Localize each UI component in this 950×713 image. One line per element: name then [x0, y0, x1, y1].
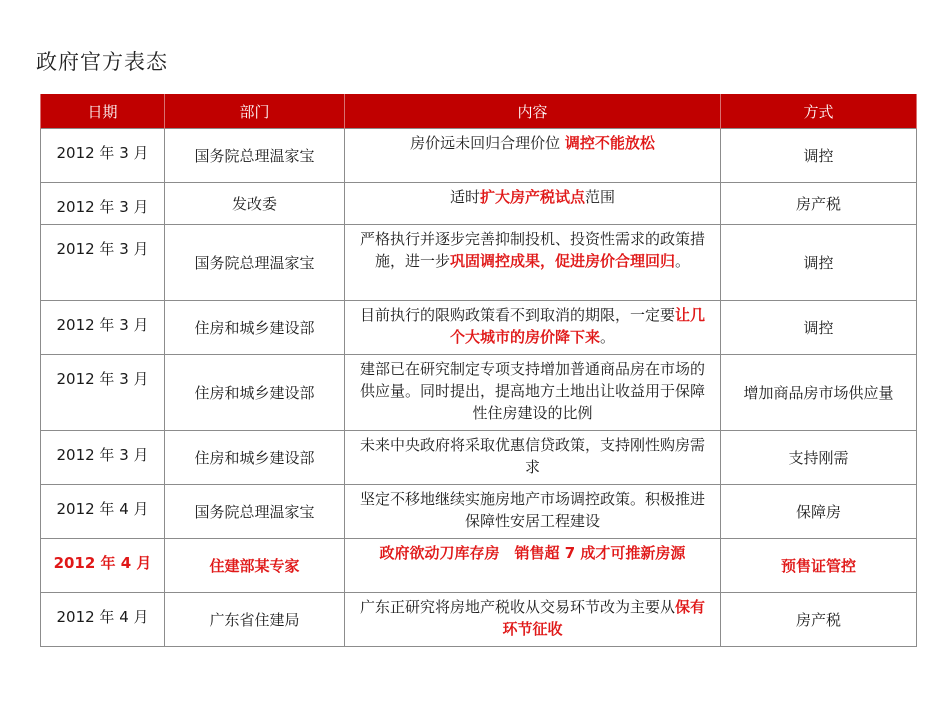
- cell-date: 2012 年 3 月: [41, 431, 165, 485]
- cell-method: 调控: [721, 129, 917, 183]
- column-header-date: 日期: [41, 94, 165, 129]
- content-text: 建部已在研究制定专项支持增加普通商品房在市场的供应量。同时提出，提高地方土地出让收益用于保障性住房建设的比例: [359, 360, 705, 422]
- cell-date: 2012 年 3 月: [41, 355, 165, 431]
- cell-date: 2012 年 3 月: [41, 183, 165, 225]
- cell-date: 2012 年 4 月: [41, 593, 165, 647]
- content-text: 严格执行并逐步完善抑制投机、投资性需求的政策措施，进一步: [359, 230, 705, 270]
- cell-date: 2012 年 3 月: [41, 129, 165, 183]
- cell-content: [345, 539, 721, 593]
- cell-dept: 国务院总理温家宝: [165, 225, 345, 301]
- table-body: [41, 129, 917, 647]
- page-title: 政府官方表态: [36, 50, 168, 74]
- cell-content: [345, 431, 721, 485]
- content-highlight: 调控不能放松: [564, 134, 655, 152]
- cell-content: [345, 355, 721, 431]
- cell-content: [345, 593, 721, 647]
- content-highlight: 扩大房产税试点: [479, 188, 585, 206]
- content-text: 坚定不移地继续实施房地产市场调控政策。积极推进保障性安居工程建设: [359, 490, 705, 530]
- content-text: 范围: [585, 188, 616, 206]
- content-text: 政府欲动刀库存房 销售超 7 成才可推新房源: [379, 544, 686, 562]
- column-header-method: 方式: [721, 94, 917, 129]
- cell-dept: 住房和城乡建设部: [165, 431, 345, 485]
- cell-dept: 住建部某专家: [165, 539, 345, 593]
- cell-method: 调控: [721, 225, 917, 301]
- table-row: [41, 301, 917, 355]
- cell-method: 支持刚需: [721, 431, 917, 485]
- cell-dept: 住房和城乡建设部: [165, 301, 345, 355]
- cell-date: 2012 年 4 月: [41, 485, 165, 539]
- cell-method: 保障房: [721, 485, 917, 539]
- column-header-dept: 部门: [165, 94, 345, 129]
- cell-content: [345, 301, 721, 355]
- table-row: [41, 431, 917, 485]
- cell-method: 房产税: [721, 593, 917, 647]
- cell-dept: 广东省住建局: [165, 593, 345, 647]
- cell-method: 调控: [721, 301, 917, 355]
- cell-date: 2012 年 3 月: [41, 225, 165, 301]
- table-row: [41, 225, 917, 301]
- table-row: [41, 355, 917, 431]
- content-text: 未来中央政府将采取优惠信贷政策，支持刚性购房需求: [359, 436, 705, 476]
- table-row: [41, 485, 917, 539]
- table-row: [41, 593, 917, 647]
- cell-date: 2012 年 3 月: [41, 301, 165, 355]
- column-header-content: 内容: [345, 94, 721, 129]
- content-highlight: 让几个大城市的房价降下来: [449, 306, 706, 346]
- cell-dept: 国务院总理温家宝: [165, 485, 345, 539]
- cell-dept: 发改委: [165, 183, 345, 225]
- cell-content: [345, 225, 721, 301]
- cell-dept: 国务院总理温家宝: [165, 129, 345, 183]
- content-text: 。: [600, 328, 616, 346]
- content-text: 广东正研究将房地产税收从交易环节改为主要从: [359, 598, 675, 616]
- cell-method: 预售证管控: [721, 539, 917, 593]
- cell-method: 房产税: [721, 183, 917, 225]
- cell-content: [345, 485, 721, 539]
- content-highlight: 巩固调控成果，促进房价合理回归: [449, 252, 675, 270]
- table-row: [41, 183, 917, 225]
- policy-table: [40, 94, 917, 647]
- content-highlight: 保有环节征收: [502, 598, 706, 638]
- cell-date: 2012 年 4 月: [41, 539, 165, 593]
- content-text: 目前执行的限购政策看不到取消的期限，一定要: [359, 306, 675, 324]
- cell-content: [345, 183, 721, 225]
- table-row: [41, 129, 917, 183]
- content-text: 适时: [449, 188, 480, 206]
- table-header-row: [41, 94, 917, 129]
- content-text: 房价远未回归合理价位: [410, 134, 565, 152]
- cell-dept: 住房和城乡建设部: [165, 355, 345, 431]
- cell-method: 增加商品房市场供应量: [721, 355, 917, 431]
- table-row: [41, 539, 917, 593]
- content-text: 。: [675, 252, 691, 270]
- cell-content: [345, 129, 721, 183]
